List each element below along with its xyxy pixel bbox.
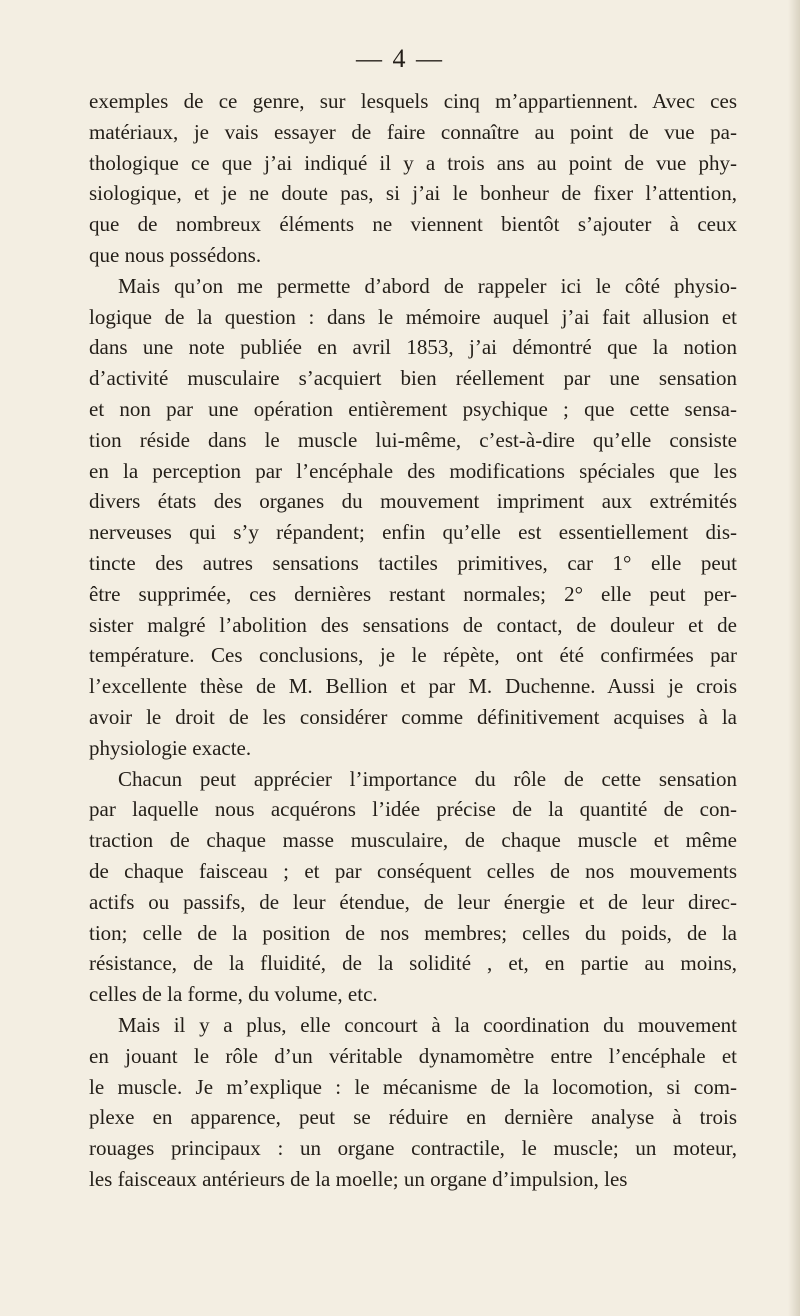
body-text: [89, 86, 737, 1195]
text-line: exemples de ce genre, sur lesquels cinq m’appartiennent. Avec ces: [89, 89, 737, 113]
text-line: traction de chaque masse musculaire, de chaque muscle et même: [89, 828, 737, 853]
paragraph: [89, 1010, 737, 1195]
text-line: être supprimée, ces dernières restant normales; 2° elle peut per-: [89, 581, 737, 606]
text-line: l’excellente thèse de M. Bellion et par M. Duchenne. Aussi je crois: [89, 674, 737, 699]
text-line: siologique, et je ne doute pas, si j’ai le bonheur de fixer l’attention,: [89, 181, 737, 206]
text-line: Chacun peut apprécier l’importance du rôle de cette sensation: [118, 766, 737, 791]
text-line: et non par une opération entièrement psychique ; que cette sensa-: [89, 396, 737, 421]
text-line: divers états des organes du mouvement impriment aux extrémités: [89, 489, 737, 514]
text-line: physiologie exacte.: [89, 735, 252, 760]
text-line: tion réside dans le muscle lui-même, c’est-à-dire qu’elle consiste: [89, 427, 737, 452]
text-line: résistance, de la fluidité, de la solidité , et, en partie au moins,: [89, 951, 737, 976]
text-line: de chaque faisceau ; et par conséquent celles de nos mouvements: [89, 858, 737, 883]
text-line: plexe en apparence, peut se réduire en dernière analyse à trois: [89, 1105, 737, 1130]
text-line: thologique ce que j’ai indiqué il y a trois ans au point de vue phy-: [89, 150, 737, 175]
text-line: en jouant le rôle d’un véritable dynamomètre entre l’encéphale et: [89, 1043, 737, 1068]
text-line: dans une note publiée en avril 1853, j’ai démontré que la notion: [89, 335, 737, 360]
text-line: température. Ces conclusions, je le répète, ont été confirmées par: [89, 643, 737, 668]
text-line: en la perception par l’encéphale des modifications spéciales que les: [89, 458, 737, 483]
text-line: nerveuses qui s’y répandent; enfin qu’elle est essentiellement dis-: [89, 520, 737, 545]
text-line: que nous possédons.: [89, 242, 262, 267]
text-line: les faisceaux antérieurs de la moelle; un organe d’impulsion, les: [89, 1166, 628, 1191]
text-line: celles de la forme, du volume, etc.: [89, 982, 378, 1007]
page-number: — 4 —: [356, 44, 444, 73]
page-edge-shadow: [788, 0, 800, 1316]
text-line: Mais qu’on me permette d’abord de rappeler ici le côté physio-: [118, 273, 737, 298]
text-line: rouages principaux : un organe contractile, le muscle; un moteur,: [89, 1136, 737, 1161]
text-line: tion; celle de la position de nos membres; celles du poids, de la: [89, 920, 737, 945]
text-line: tincte des autres sensations tactiles primitives, car 1° elle peut: [89, 550, 737, 575]
text-line: le muscle. Je m’explique : le mécanisme de la locomotion, si com-: [89, 1074, 737, 1099]
paragraph: [89, 86, 737, 271]
text-line: Mais il y a plus, elle concourt à la coordination du mouvement: [118, 1012, 737, 1037]
text-line: avoir le droit de les considérer comme définitivement acquises à la: [89, 704, 737, 729]
text-line: actifs ou passifs, de leur étendue, de leur énergie et de leur direc-: [89, 889, 737, 914]
paragraph: [89, 271, 737, 764]
text-line: par laquelle nous acquérons l’idée précise de la quantité de con-: [89, 797, 737, 822]
text-line: sister malgré l’abolition des sensations de contact, de douleur et de: [89, 612, 737, 637]
text-line: logique de la question : dans le mémoire auquel j’ai fait allusion et: [89, 304, 737, 329]
text-line: matériaux, je vais essayer de faire connaître au point de vue pa-: [89, 119, 737, 144]
text-line: d’activité musculaire s’acquiert bien réellement par une sensation: [89, 366, 737, 391]
text-line: que de nombreux éléments ne viennent bientôt s’ajouter à ceux: [89, 212, 737, 237]
paragraph: [89, 764, 737, 1010]
